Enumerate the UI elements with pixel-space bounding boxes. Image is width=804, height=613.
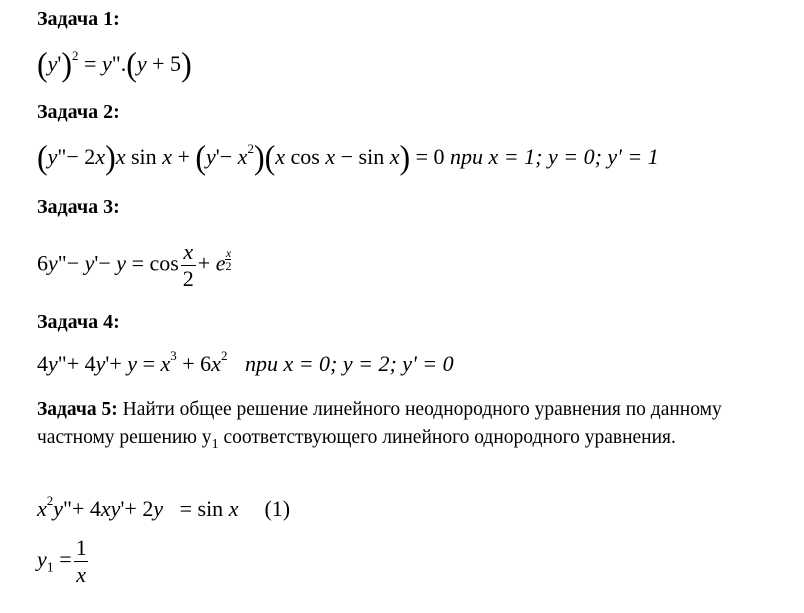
task4-title: Задача 4:	[37, 311, 120, 333]
task2-initial-conditions: x = 1; y = 0; y' = 1	[488, 144, 659, 169]
task5-text-1: Найти общее решение линейного неоднородного уравнения по данному частному решению y	[37, 399, 722, 448]
task4-condition: при	[244, 351, 278, 376]
task2-equation: (y"− 2x)x $\sin x + (y'- x^2)(x$ cos x − sin x) = 0 при x = 1; y = 0; y' = 1	[37, 138, 659, 176]
task5-text-2: соответствующего линейного однородного уравнения.	[218, 427, 676, 448]
task3-title: Задача 3:	[37, 196, 120, 218]
task1-title: Задача 1:	[37, 8, 120, 30]
task4-equation: 4y"+ $4y'+ y = x^3 + 6x^2$ при x = 0; y = 2; y' = 0	[37, 348, 454, 376]
task5-statement	[37, 396, 777, 459]
task4-initial-conditions: x = 0; y = 2; y' = 0	[283, 351, 454, 376]
task2-title: Задача 2:	[37, 101, 120, 123]
task2-condition: при	[450, 144, 484, 169]
task5-equation: $x^2y"+ 4xy'+ 2y = \sin x$ (1)	[37, 493, 291, 521]
task1-equation: $(y')^2$ = y".(y + 5)	[37, 45, 192, 83]
task5-title: Задача 5:	[37, 399, 118, 420]
task5-equation-number: (1)	[264, 496, 291, 521]
task5-particular-solution: $y_1$ = $\frac{1}{x}$	[37, 535, 87, 587]
task3-equation: 6y"− y'− y = cos $\frac{x}{2}$ + e $\frac{x}{2}$	[37, 239, 232, 291]
task5-subscript: 1	[211, 436, 219, 452]
